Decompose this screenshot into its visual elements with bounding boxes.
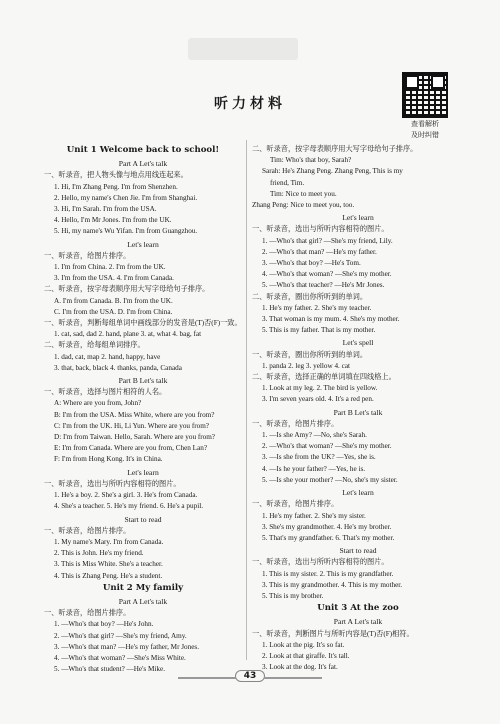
- text-line: 2. Hello, my name's Chen Jie. I'm from Shanghai.: [54, 193, 198, 202]
- text-line: 4. She's a teacher. 5. He's my friend. 6. He's a pupil.: [54, 502, 203, 511]
- text-line: 4. —Is he your father? —Yes, he is.: [262, 464, 366, 473]
- text-line: 3. This is Miss White. She's a teacher.: [54, 560, 163, 569]
- text-line: Tim: Nice to meet you.: [270, 189, 337, 198]
- text-line: 5. This is my father. That is my mother.: [262, 326, 376, 335]
- section-heading: Part A Let's talk: [333, 617, 383, 627]
- text-line: 一、听录音，选出与所听内容相符的图片。: [44, 479, 181, 488]
- text-line: 1. dad, cat, map 2. hand, happy, have: [54, 352, 161, 361]
- section-heading: Let's learn: [127, 239, 159, 249]
- text-line: 1. Hi, I'm Zhang Peng. I'm from Shenzhen.: [54, 182, 178, 191]
- text-line: 4. Hello, I'm Mr Jones. I'm from the UK.: [54, 216, 172, 225]
- text-line: 一、听录音，圈出你所听到的单词。: [252, 350, 368, 359]
- text-line: 一、听录音，判断每组单词中画线部分的发音是(T)否(F)一致。: [44, 319, 242, 328]
- text-line: 3. She's my grandmother. 4. He's my brother.: [262, 522, 392, 531]
- text-line: 1. —Is she Amy? —No, she's Sarah.: [262, 431, 367, 440]
- page-title: 听力材料: [214, 96, 286, 112]
- qr-label-1: 查看解析: [411, 120, 439, 128]
- text-line: 1. —Who's that girl? —She's my friend, Lily.: [262, 236, 393, 245]
- text-line: Sarah: He's Zhang Peng. Zhang Peng, This is my: [262, 167, 403, 176]
- text-line: 5. Hi, my name's Wu Yifan. I'm from Guangzhou.: [54, 227, 198, 236]
- section-heading: Start to read: [339, 546, 377, 556]
- text-line: 1. He's my father. 2. She's my sister.: [262, 511, 366, 520]
- unit-heading: Unit 2 My family: [102, 582, 184, 593]
- text-line: 一、听录音，判断图片与所听内容是(T)否(F)相符。: [252, 629, 414, 638]
- section-heading: Let's learn: [342, 488, 374, 498]
- text-line: 二、听录音，给每组单词排序。: [44, 341, 145, 350]
- text-line: 1. cat, sad, dad 2. hand, plane 3. at, what 4. bag, fat: [54, 330, 202, 339]
- section-heading: Let's learn: [127, 467, 159, 477]
- qr-label-2: 及时纠错: [411, 131, 439, 139]
- section-heading: Start to read: [124, 514, 162, 524]
- text-line: 3. Hi, I'm Sarah. I'm from the USA.: [54, 205, 157, 214]
- text-line: 3. —Is she from the UK? —Yes, she is.: [262, 453, 376, 462]
- text-line: E: I'm from Canada. Where are you from, Chen Lan?: [54, 444, 208, 453]
- text-line: 2. Look at that giraffe. It's tall.: [262, 651, 350, 660]
- text-line: 一、听录音，选出与所听内容相符的图片。: [252, 558, 389, 567]
- text-line: 5. That's my grandfather. 6. That's my mother.: [262, 533, 395, 542]
- text-line: 3. that, back, black 4. thanks, panda, Canada: [54, 363, 182, 372]
- text-line: 5. This is my brother.: [262, 591, 324, 600]
- text-line: friend, Tim.: [270, 178, 305, 187]
- right-column: [252, 144, 464, 673]
- text-line: 1. panda 2. leg 3. yellow 4. cat: [262, 361, 351, 370]
- text-line: 1. My name's Mary. I'm from Canada.: [54, 537, 164, 546]
- text-line: 2. —Who's that girl? —She's my friend, Amy.: [54, 631, 187, 640]
- text-line: Zhang Peng: Nice to meet you, too.: [252, 201, 355, 210]
- section-heading: Let's learn: [342, 213, 374, 223]
- page-number-text: 43: [235, 670, 266, 682]
- page-number: [218, 671, 282, 685]
- header-stamp: [188, 38, 298, 60]
- text-line: 3. That woman is my mum. 4. She's my mother.: [262, 315, 400, 324]
- text-line: 4. —Who's that woman? —She's my mother.: [262, 270, 392, 279]
- text-line: 3. —Who's that boy? —He's Tom.: [262, 259, 361, 268]
- text-line: 5. —Is she your mother? —No, she's my sister.: [262, 475, 398, 484]
- text-line: 一、听录音，给图片排序。: [44, 251, 131, 260]
- text-line: 2. This is John. He's my friend.: [54, 549, 144, 558]
- section-heading: Part B Let's talk: [333, 407, 383, 417]
- text-line: 1. I'm from China. 2. I'm from the UK.: [54, 263, 166, 272]
- text-line: 一、听录音，选择与图片相符的人名。: [44, 388, 167, 397]
- text-line: A: Where are you from, John?: [54, 399, 142, 408]
- text-line: 3. —Who's that man? —He's my father, Mr Jones.: [54, 642, 200, 651]
- unit-heading: Unit 1 Welcome back to school!: [66, 145, 220, 155]
- section-heading: Part A Let's talk: [118, 596, 168, 606]
- text-line: 3. This is my grandmother. 4. This is my mother.: [262, 580, 403, 589]
- text-line: 二、听录音，按字母表顺序用大写字母给句子排序。: [44, 285, 210, 294]
- text-line: 一、听录音，给图片排序。: [44, 609, 131, 618]
- left-column: [44, 144, 242, 675]
- text-line: Tim: Who's that boy, Sarah?: [270, 156, 352, 165]
- text-line: 二、听录音，按字母表顺序用大写字母给句子排序。: [252, 145, 418, 153]
- text-line: 二、听录音，选择正确的单词填在四线格上。: [252, 373, 396, 382]
- text-line: 3. I'm from the USA. 4. I'm from Canada.: [54, 274, 174, 283]
- text-line: 1. Look at the pig. It's so fat.: [262, 640, 345, 649]
- text-line: 1. He's a boy. 2. She's a girl. 3. He's from Canada.: [54, 491, 198, 500]
- text-line: 2. —Who's that woman? —She's my mother.: [262, 442, 392, 451]
- text-line: 3. I'm seven years old. 4. It's a red pen.: [262, 395, 374, 404]
- text-line: D: I'm from Taiwan. Hello, Sarah. Where are you from?: [54, 433, 215, 442]
- text-line: 1. He's my father. 2. She's my teacher.: [262, 303, 372, 312]
- qr-code-box[interactable]: [397, 72, 453, 140]
- text-line: 二、听录音，圈出你所听到的单词。: [252, 292, 368, 301]
- text-line: 4. —Who's that woman? —She's Miss White.: [54, 653, 186, 662]
- section-heading: Part A Let's talk: [118, 159, 168, 169]
- text-line: 一、听录音，给图片排序。: [252, 419, 339, 428]
- text-line: 2. —Who's that man? —He's my father.: [262, 247, 377, 256]
- text-line: 3. Look at the dog. It's fat.: [262, 663, 338, 672]
- text-line: 5. —Who's that teacher? —He's Mr Jones.: [262, 281, 385, 290]
- text-line: F: I'm from Hong Kong. It's in China.: [54, 455, 163, 464]
- section-heading: Part B Let's talk: [118, 376, 168, 386]
- text-line: C: I'm from the UK. Hi, Li Yun. Where are you from?: [54, 421, 209, 430]
- text-line: 一、听录音，给图片排序。: [252, 500, 339, 509]
- text-line: 5. —Who's that student? —He's Mike.: [54, 665, 165, 674]
- qr-code-icon[interactable]: [402, 72, 448, 118]
- text-line: B: I'm from the USA. Miss White, where are you from?: [54, 410, 215, 419]
- text-line: A. I'm from Canada. B. I'm from the UK.: [54, 296, 173, 305]
- text-line: 一、听录音，选出与所听内容相符的图片。: [252, 225, 389, 234]
- text-line: 1. Look at my leg. 2. The bird is yellow.: [262, 384, 378, 393]
- column-divider: [246, 140, 247, 660]
- section-heading: Let's spell: [342, 338, 374, 348]
- text-line: 1. This is my sister. 2. This is my grandfather.: [262, 569, 394, 578]
- text-line: 4. This is Zhang Peng. He's a student.: [54, 571, 163, 580]
- unit-heading: Unit 3 At the zoo: [317, 603, 399, 614]
- text-line: 一、听录音，把人物头像与地点用线连起来。: [44, 171, 188, 180]
- text-line: C. I'm from the USA. D. I'm from China.: [54, 307, 173, 316]
- text-line: 一、听录音，给图片排序。: [44, 526, 131, 535]
- text-line: 1. —Who's that boy? —He's John.: [54, 620, 154, 629]
